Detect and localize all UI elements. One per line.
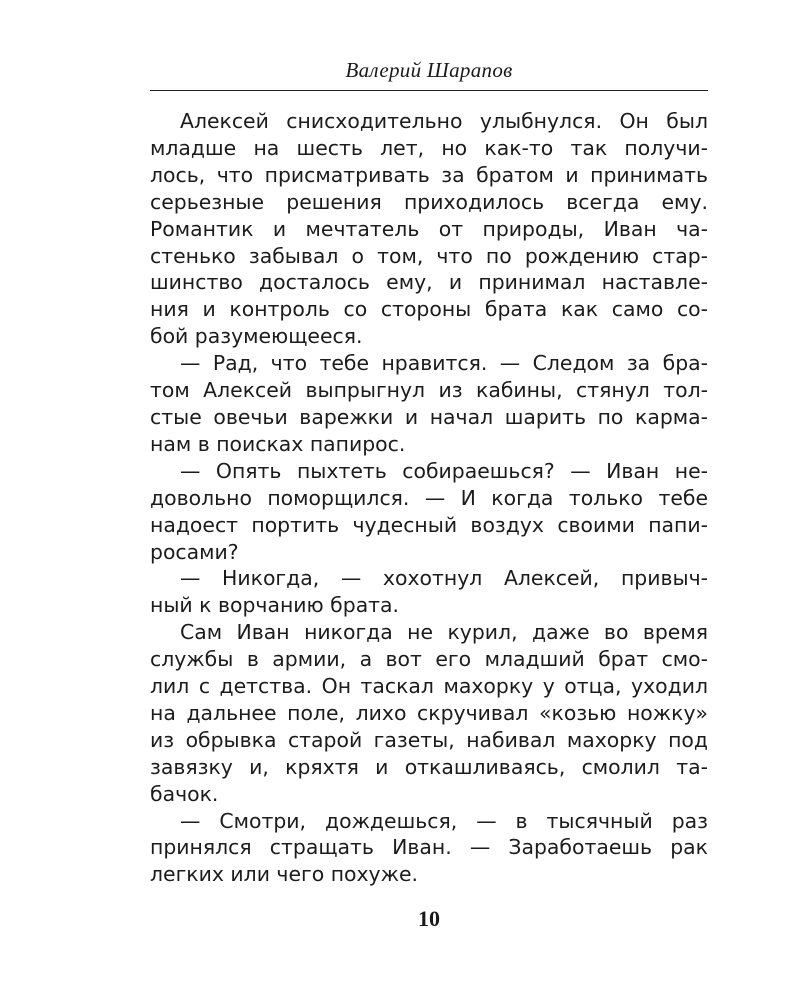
- text-line: бачок.: [150, 781, 219, 806]
- text-line: бой разумеющееся.: [150, 324, 363, 349]
- paragraph: [150, 808, 708, 889]
- page-number: 10: [418, 906, 440, 931]
- body-text: [150, 108, 708, 888]
- text-line: Алексей снисходительно улыбнулся. Он был: [180, 109, 708, 133]
- running-head-author: Валерий Шарапов: [345, 58, 513, 82]
- text-line: — Смотри, дождешься, — в тысячный раз: [180, 808, 708, 833]
- text-line: нам в поисках папирос.: [150, 431, 406, 456]
- text-line: том Алексей выпрыгнул из кабины, стянул тол-: [150, 378, 708, 403]
- text-line: Сам Иван никогда не курил, даже во время: [180, 620, 708, 645]
- text-line: принялся стращать Иван. — Заработаешь рак: [150, 835, 708, 860]
- text-line: на дальнее поле, лихо скручивал «козью ножку»: [150, 700, 708, 725]
- text-line: ный к ворчанию брата.: [150, 593, 400, 618]
- text-line: завязку и, кряхтя и откашливаясь, смолил та-: [150, 754, 708, 779]
- text-line: Романтик и мечтатель от природы, Иван ча-: [150, 216, 708, 241]
- text-line: стые овечьи варежки и начал шарить по карма-: [150, 404, 708, 429]
- text-line: серьезные решения приходилось всегда ему.: [150, 189, 708, 214]
- text-line: младше на шесть лет, но как-то так получи-: [150, 135, 708, 160]
- paragraph: [150, 619, 708, 807]
- paragraph: [150, 458, 708, 566]
- text-line: — Никогда, — хохотнул Алексей, привыч-: [180, 566, 708, 591]
- text-line: стенько забывал о том, что по рождению стар-: [150, 243, 708, 268]
- text-line: из обрывка старой газеты, набивал махорку под: [150, 727, 708, 752]
- text-line: — Опять пыхтеть собираешься? — Иван не-: [180, 458, 708, 483]
- text-line: лось, что присматривать за братом и принимать: [150, 162, 708, 187]
- text-line: лил с детства. Он таскал махорку у отца, уходил: [150, 674, 708, 699]
- text-line: шинство досталось ему, и принимал наставле-: [150, 270, 708, 295]
- text-line: надоест портить чудесный воздух своими папи-: [150, 512, 708, 537]
- text-line: — Рад, что тебе нравится. — Следом за бра-: [180, 351, 708, 376]
- text-line: легких или чего похуже.: [150, 862, 419, 887]
- paragraph: [150, 350, 708, 458]
- text-line: довольно поморщился. — И когда только тебе: [150, 485, 708, 510]
- paragraph: [150, 565, 708, 619]
- paragraph: [150, 108, 708, 350]
- text-line: росами?: [150, 539, 239, 564]
- text-line: ния и контроль со стороны брата как само со-: [150, 297, 708, 322]
- text-line: службы в армии, а вот его младший брат смо-: [150, 647, 708, 672]
- header-rule: [150, 90, 708, 91]
